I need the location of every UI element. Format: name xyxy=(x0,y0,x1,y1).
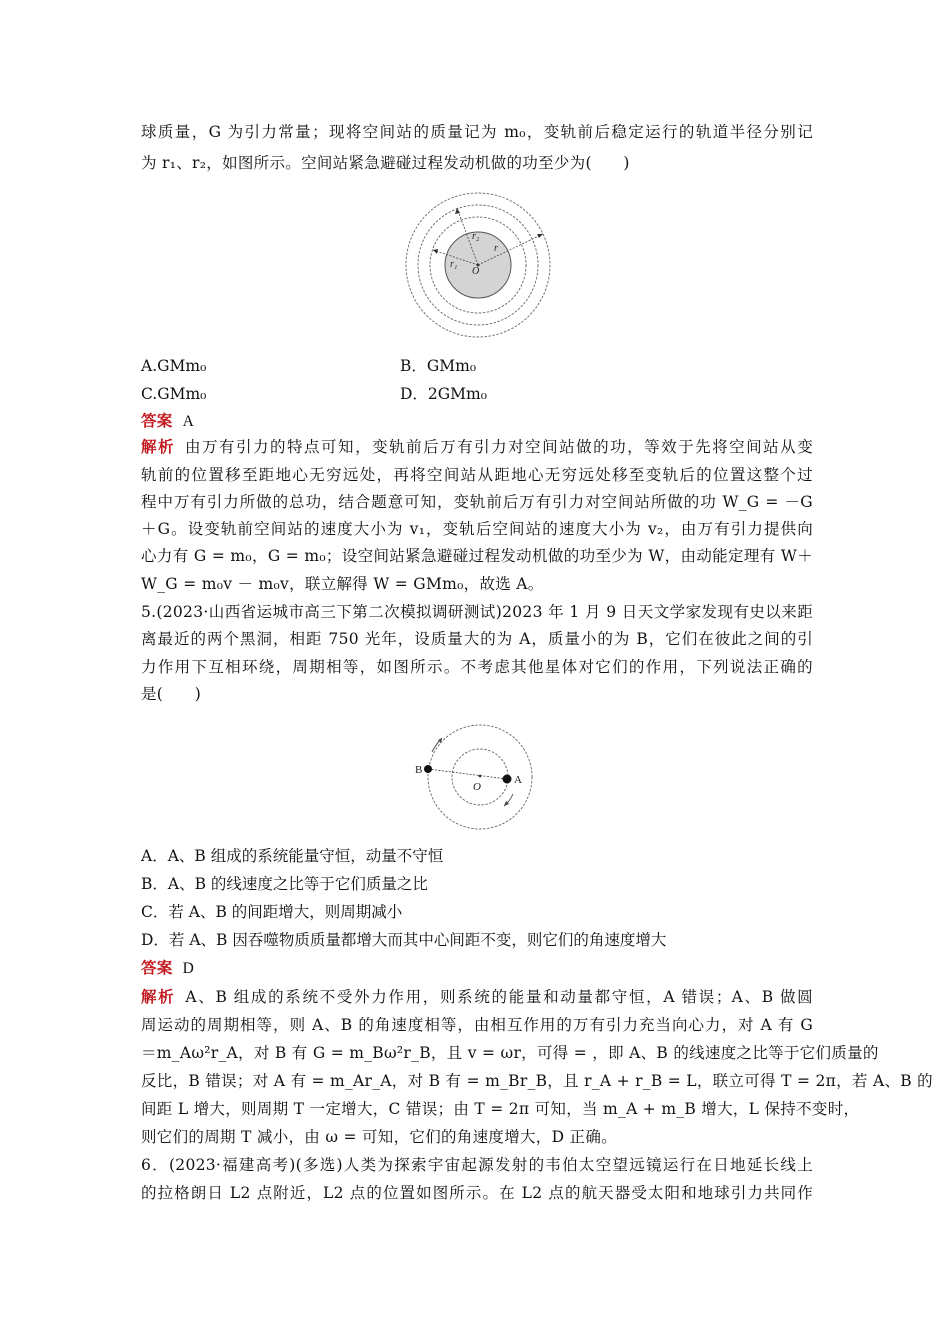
answer-label: 答案 xyxy=(141,958,173,977)
q5-analysis-line-3: ＝m_Aω²r_A，对 B 有 G = m_Bω²r_B，且 v = ωr，可得 = ，即 A、B 的线速度之比等于它们质量的 xyxy=(141,1044,879,1062)
analysis-text: 由万有引力的特点可知，变轨前后万有引力对空间站做的功，等效于先将空间站从变 xyxy=(185,438,813,456)
q4-option-a: A.GMm₀ xyxy=(141,357,207,375)
analysis-label: 解析 xyxy=(141,987,176,1006)
q6-stem-line-2: 的拉格朗日 L2 点附近，L2 点的位置如图所示。在 L2 点的航天器受太阳和地球引力共同作 xyxy=(141,1184,813,1202)
q4-analysis-line-2: 轨前的位置移至距地心无穷远处，再将空间站从距地心无穷远处移至变轨后的位置这整个过 xyxy=(141,466,813,484)
label-r2: r₂ xyxy=(472,231,480,242)
label-A: A xyxy=(514,774,522,786)
q5-analysis-line-4: 反比，B 错误；对 A 有 = m_Ar_A，对 B 有 = m_Br_B，且 r_A + r_B = L，联立可得 T = 2π，若 A、B 的 xyxy=(141,1072,933,1090)
q4-analysis-line-6: W_G = m₀v － m₀v，联立解得 W = GMm₀，故选 A。 xyxy=(141,575,544,593)
q4-analysis-line-3: 程中万有引力所做的总功，结合题意可知，变轨前后万有引力对空间站所做的功 W_G = －G xyxy=(141,493,813,511)
q5-answer xyxy=(141,958,813,979)
q5-option-b: B．A、B 的线速度之比等于它们质量之比 xyxy=(141,875,428,893)
q6-stem-line-1: 6．(2023·福建高考)(多选)人类为探索宇宙起源发射的韦伯太空望远镜运行在日地延长线上 xyxy=(141,1156,813,1174)
q4-option-b: B．GMm₀ xyxy=(400,357,477,375)
q4-intro-line-2: 为 r₁、r₂，如图所示。空间站紧急避碰过程发动机做的功至少为( ) xyxy=(141,154,630,172)
answer-value: A xyxy=(182,413,195,430)
q5-option-c: C．若 A、B 的间距增大，则周期减小 xyxy=(141,903,403,921)
q5-analysis-line-6: 则它们的周期 T 减小，由 ω = 可知，它们的角速度增大，D 正确。 xyxy=(141,1128,617,1146)
analysis-label: 解析 xyxy=(141,437,176,456)
q4-intro-line-1: 球质量，G 为引力常量；现将空间站的质量记为 m₀，变轨前后稳定运行的轨道半径分别记 xyxy=(141,123,813,141)
q5-stem-line-3: 力作用下互相环绕，周期相等，如图所示。不考虑其他星体对它们的作用，下列说法正确的 xyxy=(141,658,813,676)
q5-stem-line-4: 是( ) xyxy=(141,685,202,703)
q4-option-d: D．2GMm₀ xyxy=(400,385,487,403)
q4-analysis-line-1 xyxy=(141,437,813,457)
q5-stem-line-2: 离最近的两个黑洞，相距 750 光年，设质量大的为 A，质量小的为 B，它们在彼此之间的引 xyxy=(141,630,813,648)
q4-analysis-line-5: 心力有 G = m₀，G = m₀；设空间站紧急避碰过程发动机做的功至少为 W，由动能定理有 W＋ xyxy=(141,547,813,565)
q4-option-c: C.GMm₀ xyxy=(141,385,207,403)
answer-value: D xyxy=(182,960,195,977)
q5-stem-line-1: 5.(2023·山西省运城市高三下第二次模拟调研测试)2023 年 1 月 9 日天文学家发现有史以来距 xyxy=(141,603,813,621)
q5-option-d: D．若 A、B 因吞噬物质质量都增大而其中心间距不变，则它们的角速度增大 xyxy=(141,931,667,949)
label-O2: O xyxy=(473,781,481,793)
label-O: O xyxy=(472,266,480,277)
label-B: B xyxy=(415,764,423,776)
q4-answer xyxy=(141,411,813,432)
binary-orbit-figure xyxy=(410,722,540,832)
analysis-text: A、B 组成的系统不受外力作用，则系统的能量和动量都守恒，A 错误；A、B 做圆 xyxy=(185,988,813,1006)
q5-analysis-line-1 xyxy=(141,987,813,1007)
label-r1: r₁ xyxy=(450,259,458,270)
orbit-figure xyxy=(398,192,558,342)
q5-analysis-line-5: 间距 L 增大，则周期 T 一定增大，C 错误；由 T = 2π 可知，当 m_A + m_B 增大，L 保持不变时， xyxy=(141,1100,860,1118)
q5-option-a: A．A、B 组成的系统能量守恒，动量不守恒 xyxy=(141,847,444,865)
answer-label: 答案 xyxy=(141,411,173,430)
q4-analysis-line-4: ＋G。设变轨前空间站的速度大小为 v₁，变轨后空间站的速度大小为 v₂，由万有引力提供向 xyxy=(141,520,813,538)
q5-analysis-line-2: 周运动的周期相等，则 A、B 的角速度相等，由相互作用的万有引力充当向心力，对 A 有 G xyxy=(141,1016,813,1034)
label-r: r xyxy=(494,243,498,254)
